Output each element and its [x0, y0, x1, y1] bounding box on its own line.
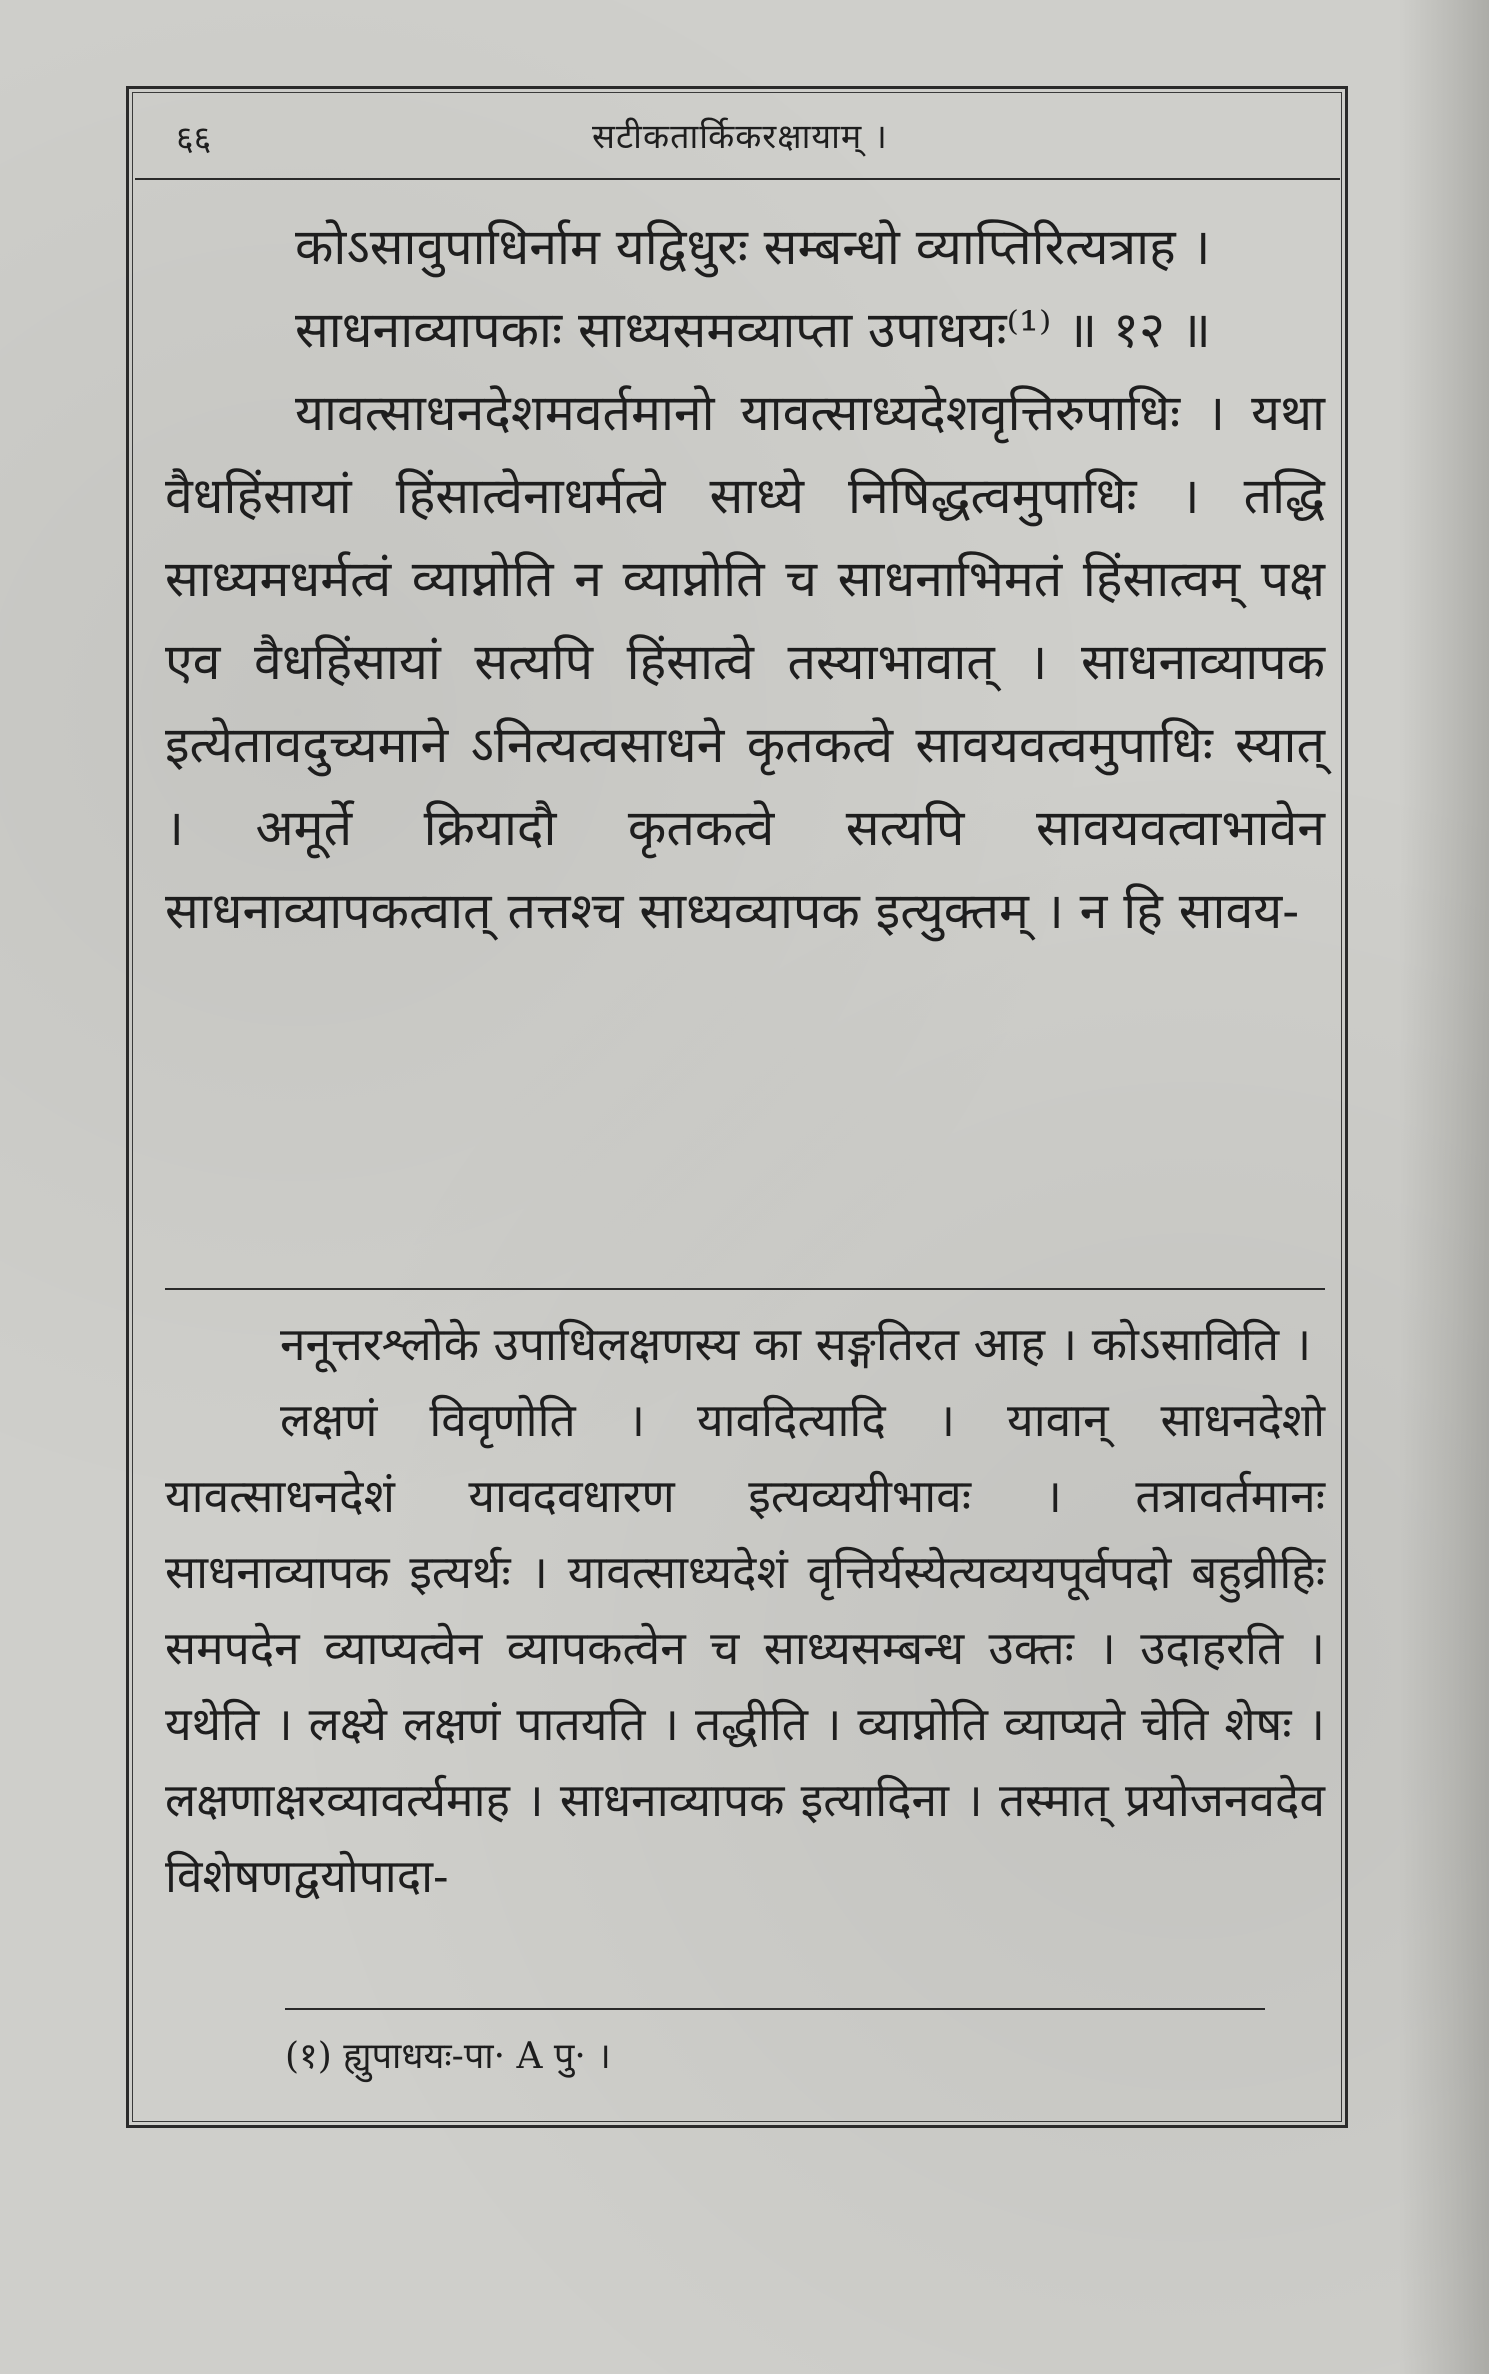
main-paragraph-intro: कोऽसावुपाधिर्नाम यद्विधुरः सम्बन्धो व्याप्तिरित्यत्राह । — [295, 218, 1211, 276]
page-edge-shadow — [1399, 0, 1489, 2374]
page-header — [150, 100, 1330, 166]
commentary-paragraph-1: ननूत्तरश्लोके उपाधिलक्षणस्य का सङ्गतिरत आह । कोऽसाविति । — [280, 1317, 1312, 1371]
commentary-divider — [165, 1288, 1325, 1290]
commentary-paragraph-2: लक्षणं विवृणोति । यावदित्यादि । यावान् साधनदेशो यावत्साधनदेशं यावदवधारण इत्यव्ययीभावः । तत्रावर्तमानः साधनाव्यापक इत्यर्थः । यावत्साध्यदेशं वृत्तिर्यस्येत्यव्ययपूर्वपदो बहुव्रीहिः समपदेन व्याप्यत्वेन व्यापकत्वेन च साध्यसम्बन्ध उक्तः । उदाहरति । यथेति । लक्ष्ये लक्षणं पातयति । तद्धीति । व्याप्नोति व्याप्यते चेति शेषः । लक्षणाक्षरव्यावर्त्यमाह । साधनाव्यापक इत्यादिना । तस्मात् प्रयोजनवदेव विशेषणद्वयोपादा- — [165, 1393, 1325, 1903]
running-title: सटीकतार्किकरक्षायाम् । — [592, 117, 888, 157]
footnote: (१) ह्युपाधयः-पा· A पु· । — [285, 2036, 611, 2077]
page-number: ६६ — [176, 119, 212, 159]
footnote-divider — [285, 2008, 1265, 2010]
commentary-text — [165, 1306, 1325, 1914]
main-text — [165, 206, 1325, 953]
header-rule — [135, 178, 1340, 180]
main-verse: साधनाव्यापकाः साध्यसमव्याप्ता उपाधयः⁽¹⁾ ॥ १२ ॥ — [295, 301, 1211, 359]
main-paragraph-body: यावत्साधनदेशमवर्तमानो यावत्साध्यदेशवृत्तिरुपाधिः । यथा वैधहिंसायां हिंसात्वेनाधर्मत्वे साध्ये निषिद्धत्वमुपाधिः । तद्धि साध्यमधर्मत्वं व्याप्नोति न व्याप्नोति च साधनाभिमतं हिंसात्वम् पक्ष एव वैधहिंसायां सत्यपि हिंसात्वे तस्याभावात् । साधनाव्यापक इत्येतावदुच्यमाने ऽनित्यत्वसाधने कृतकत्वे सावयवत्वमुपाधिः स्यात् । अमूर्ते क्रियादौ कृतकत्वे सत्यपि सावयवत्वाभावेन साधनाव्यापकत्वात् तत्तश्च साध्यव्यापक इत्युक्तम् । न हि सावय- — [165, 384, 1325, 940]
